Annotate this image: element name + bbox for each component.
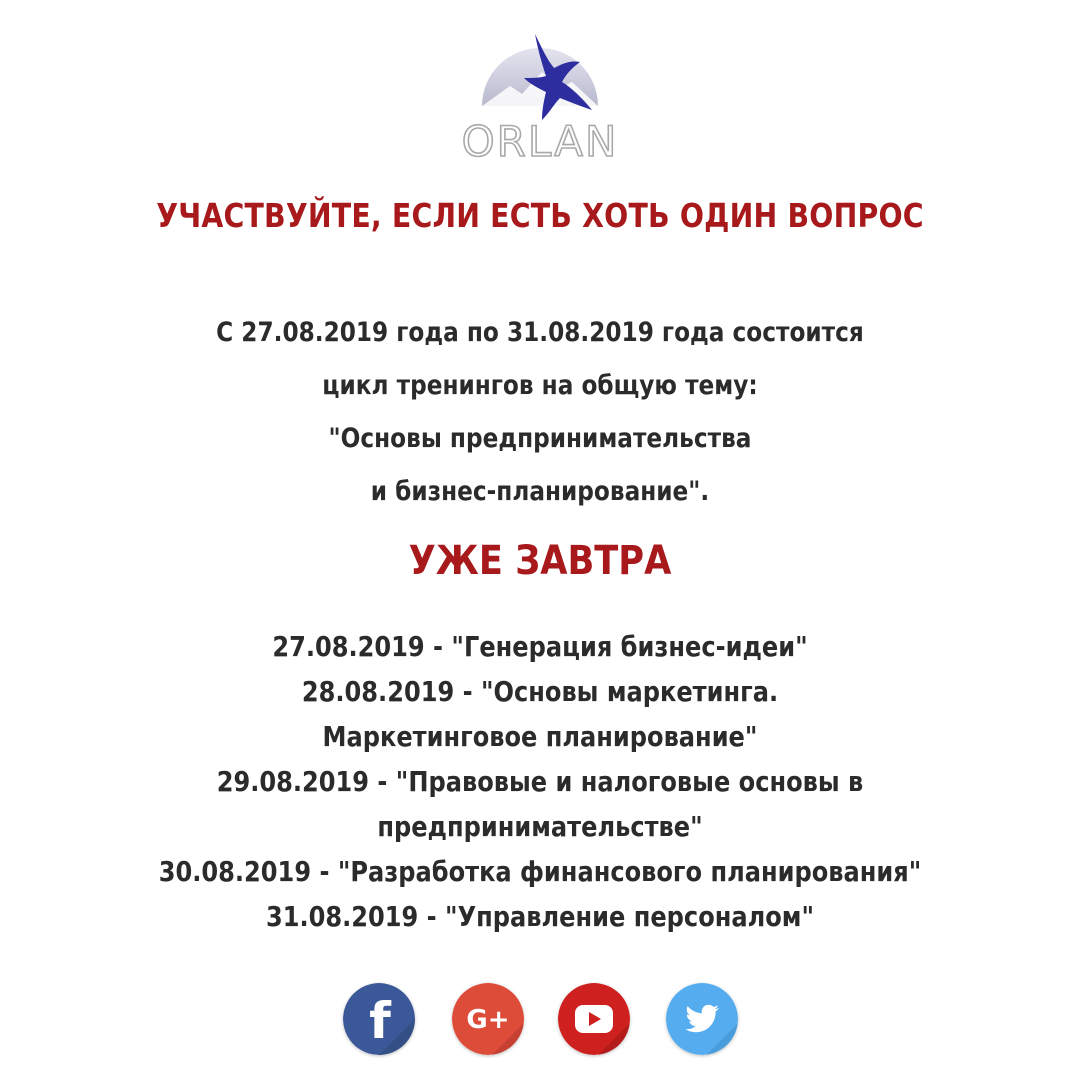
schedule-line: 29.08.2019 - "Правовые и налоговые основы в	[216, 765, 864, 798]
eagle-mountain-icon	[450, 28, 630, 168]
schedule-line: 31.08.2019 - "Управление персоналом"	[265, 900, 815, 933]
intro-line: "Основы предпринимательства	[328, 423, 752, 454]
schedule-line: 30.08.2019 - "Разработка финансового планирования"	[158, 855, 922, 888]
intro-line: и бизнес-планирование".	[370, 476, 710, 507]
logo-text: ORLAN	[461, 117, 619, 166]
twitter-icon	[666, 983, 738, 1055]
youtube-button[interactable]	[558, 983, 630, 1055]
social-links	[0, 983, 1080, 1059]
headline: УЧАСТВУЙТЕ, ЕСЛИ ЕСТЬ ХОТЬ ОДИН ВОПРОС	[156, 196, 924, 235]
tomorrow-heading: УЖЕ ЗАВТРА	[408, 538, 672, 584]
google-plus-label: G+	[466, 1005, 510, 1035]
intro-line: С 27.08.2019 года по 31.08.2019 года состоится	[216, 317, 864, 348]
schedule-line: 28.08.2019 - "Основы маркетинга.	[301, 675, 779, 708]
facebook-label: f	[369, 992, 391, 1050]
twitter-button[interactable]	[666, 983, 738, 1055]
google-plus-icon	[452, 983, 524, 1055]
schedule-list	[76, 624, 1005, 939]
facebook-button[interactable]	[343, 983, 415, 1055]
schedule-line: 27.08.2019 - "Генерация бизнес-идеи"	[272, 630, 808, 663]
schedule-line: предпринимательстве"	[377, 810, 703, 843]
intro-text	[76, 306, 1005, 518]
orlan-logo	[450, 28, 630, 168]
intro-line: цикл тренингов на общую тему:	[322, 370, 758, 401]
facebook-icon	[343, 983, 415, 1055]
schedule-line: Маркетинговое планирование"	[322, 720, 758, 753]
youtube-icon	[558, 983, 630, 1055]
google-plus-button[interactable]	[452, 983, 524, 1055]
